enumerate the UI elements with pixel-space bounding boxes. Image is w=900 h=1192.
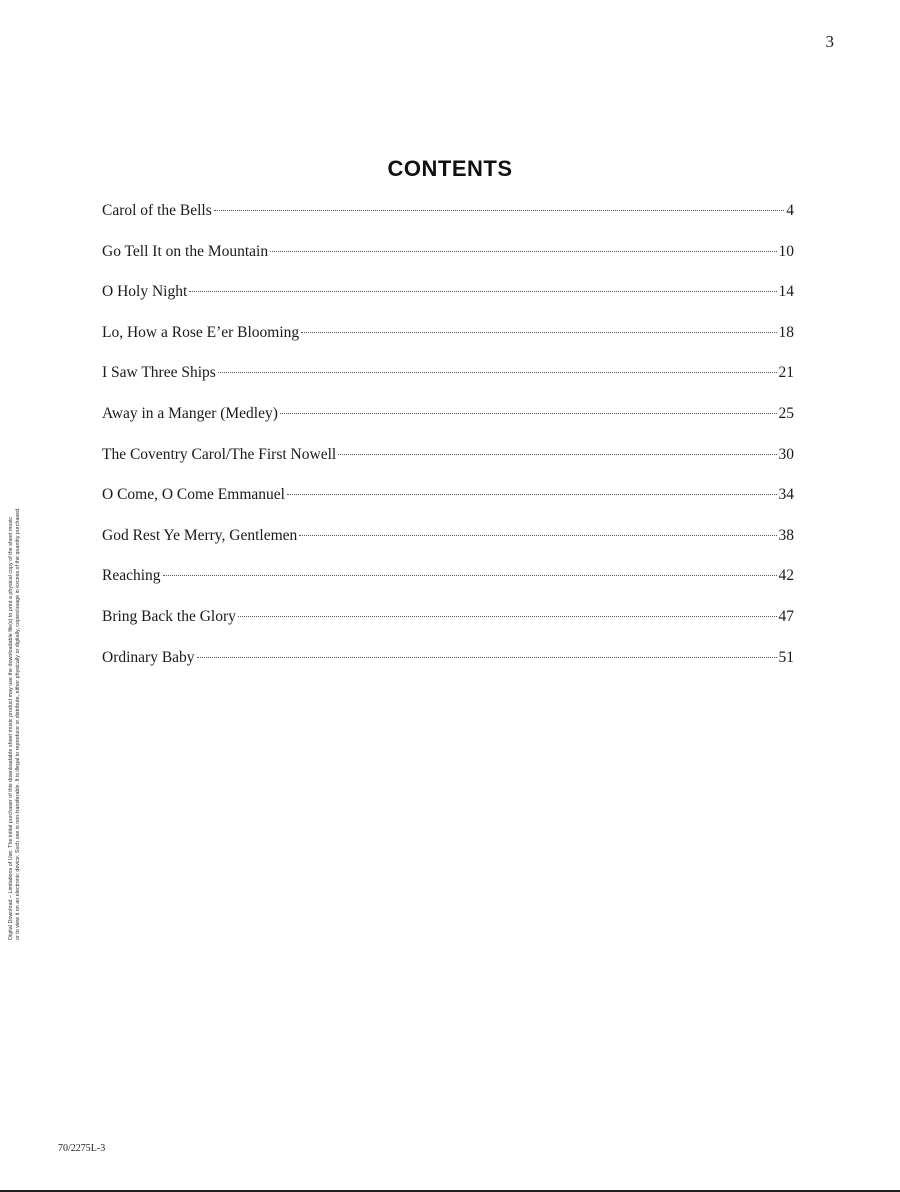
dot-leader bbox=[163, 575, 777, 576]
dot-leader bbox=[301, 332, 776, 333]
notice-line-2: or to view it on an electronic device. Such use is non-transferable. It is illegal to reproduce or distribute, either physically or digitally, copies/usage in excess of the quantity purchased. bbox=[15, 507, 21, 940]
toc-entry[interactable] bbox=[102, 486, 794, 527]
toc-entry[interactable] bbox=[102, 405, 794, 446]
table-of-contents bbox=[102, 202, 794, 689]
toc-entry-title: Carol of the Bells bbox=[102, 202, 212, 219]
toc-entry-page: 42 bbox=[778, 567, 794, 585]
toc-entry-page: 47 bbox=[778, 607, 794, 625]
dot-leader bbox=[214, 210, 784, 211]
toc-entry-page: 21 bbox=[778, 364, 794, 382]
toc-entry[interactable] bbox=[102, 567, 794, 608]
toc-entry-title: Reaching bbox=[102, 567, 161, 585]
dot-leader bbox=[299, 535, 776, 536]
page-number: 3 bbox=[825, 32, 834, 51]
dot-leader bbox=[280, 413, 777, 414]
notice-line-1: Digital Download – Limitations of Use: The initial purchaser of this downloadable sheet music product may use the downloadable file(s) to print a physical copy of the sheet music bbox=[8, 517, 14, 940]
catalog-number: 70/2275L-3 bbox=[58, 1143, 106, 1154]
dot-leader bbox=[197, 657, 777, 658]
toc-entry-page: 14 bbox=[778, 283, 794, 301]
toc-entry[interactable] bbox=[102, 608, 794, 649]
toc-entry[interactable] bbox=[102, 364, 794, 405]
toc-entry[interactable] bbox=[102, 202, 794, 243]
toc-entry[interactable] bbox=[102, 283, 794, 324]
dot-leader bbox=[338, 454, 776, 455]
toc-entry-page: 30 bbox=[778, 445, 794, 463]
download-limitations-notice bbox=[8, 240, 22, 940]
toc-entry-title: The Coventry Carol/The First Nowell bbox=[102, 445, 337, 463]
toc-entry-title: Lo, How a Rose E’er Blooming bbox=[102, 323, 300, 341]
toc-entry-title: I Saw Three Ships bbox=[102, 364, 216, 382]
dot-leader bbox=[238, 616, 777, 617]
toc-entry-page: 4 bbox=[786, 202, 794, 219]
toc-entry-title: O Holy Night bbox=[102, 283, 188, 301]
toc-entry[interactable] bbox=[102, 649, 794, 690]
toc-entry-title: Ordinary Baby bbox=[102, 648, 195, 666]
toc-entry-page: 18 bbox=[778, 323, 794, 341]
toc-entry-page: 10 bbox=[778, 242, 794, 260]
toc-entry-title: Away in a Manger (Medley) bbox=[102, 404, 278, 422]
dot-leader bbox=[218, 372, 777, 373]
toc-entry-title: Go Tell It on the Mountain bbox=[102, 242, 269, 260]
toc-entry-title: Bring Back the Glory bbox=[102, 607, 236, 625]
toc-entry-page: 34 bbox=[778, 486, 794, 504]
toc-entry[interactable] bbox=[102, 243, 794, 284]
toc-entry-page: 25 bbox=[778, 404, 794, 422]
toc-entry-page: 51 bbox=[778, 648, 794, 666]
toc-entry-title: O Come, O Come Emmanuel bbox=[102, 486, 285, 504]
dot-leader bbox=[270, 251, 776, 252]
dot-leader bbox=[189, 291, 776, 292]
toc-entry-title: God Rest Ye Merry, Gentlemen bbox=[102, 526, 298, 544]
toc-entry[interactable] bbox=[102, 446, 794, 487]
dot-leader bbox=[287, 494, 777, 495]
page-title: CONTENTS bbox=[387, 156, 513, 181]
toc-entry[interactable] bbox=[102, 527, 794, 568]
toc-entry[interactable] bbox=[102, 324, 794, 365]
toc-entry-page: 38 bbox=[778, 526, 794, 544]
